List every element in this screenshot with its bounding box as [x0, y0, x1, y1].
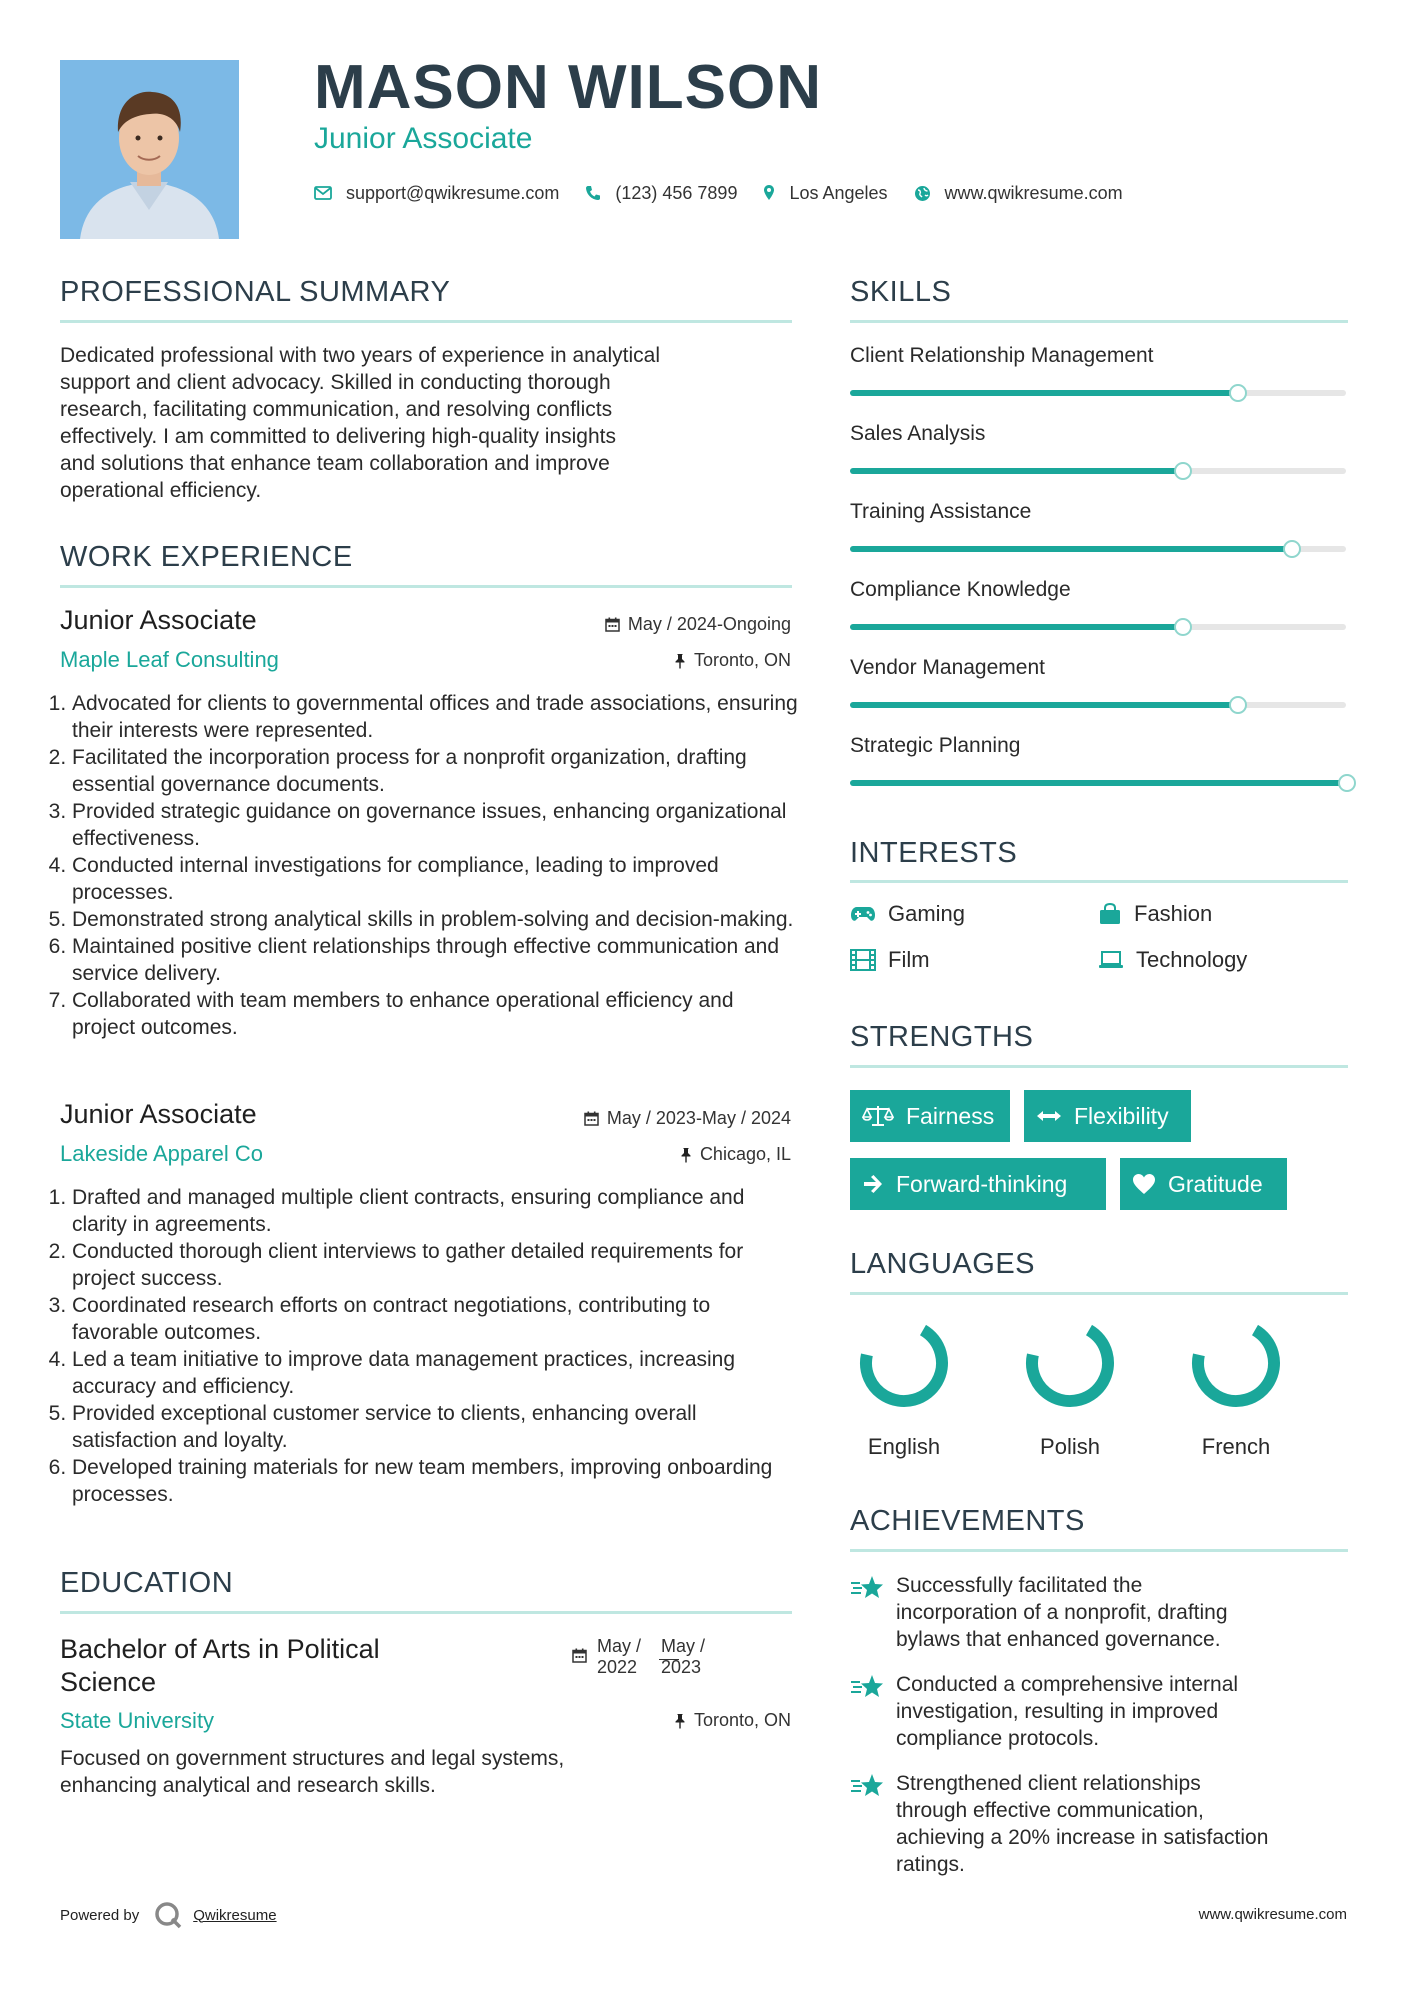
education-start-date	[597, 1636, 641, 1678]
list-item: 3. Provided strategic guidance on governance issues, enhancing organizational effectiveness.	[72, 798, 802, 852]
achievement-text	[896, 1770, 1268, 1878]
date-line: 2023	[661, 1657, 702, 1677]
summary-line: and solutions that enhance team collaboration and improve	[60, 452, 610, 475]
school-location-text: Toronto, ON	[693, 1710, 791, 1730]
list-item: 1. Advocated for clients to governmental offices and trade associations, ensuring their interests were represented.	[72, 690, 802, 744]
achievements-heading: ACHIEVEMENTS	[850, 1505, 1085, 1537]
job-location	[674, 650, 791, 671]
list-item: 2. Facilitated the incorporation process for a nonprofit organization, drafting essential governance documents.	[72, 744, 802, 798]
strength-label: Fairness	[906, 1102, 995, 1129]
job-title: Junior Associate	[60, 1099, 257, 1129]
list-item: 1. Drafted and managed multiple client contracts, ensuring compliance and clarity in agreements.	[72, 1184, 802, 1238]
skill-bar-track	[850, 780, 1346, 786]
envelope-icon	[314, 186, 332, 200]
job-location-text: Chicago, IL	[699, 1144, 791, 1164]
language-ring	[1186, 1313, 1286, 1413]
interest-label: Gaming	[888, 901, 966, 926]
map-pin-icon	[763, 184, 775, 202]
education-rule	[60, 1611, 792, 1614]
languages-heading: LANGUAGES	[850, 1248, 1035, 1280]
summary-line: effectively. I am committed to delivering high-quality insights	[60, 425, 616, 448]
achievement-item	[850, 1671, 1350, 1752]
skill-bar-fill	[850, 468, 1182, 474]
education-dates	[572, 1636, 705, 1678]
candidate-name: MASON WILSON	[314, 53, 822, 122]
summary-rule	[60, 320, 792, 323]
list-item: 4. Conducted internal investigations for compliance, leading to improved processes.	[72, 852, 802, 906]
date-line: May /	[661, 1636, 706, 1656]
achievement-line: Strengthened client relationships	[896, 1772, 1201, 1795]
list-item: 7. Collaborated with team members to enhance operational efficiency and project outcomes.	[72, 987, 802, 1041]
school-name: State University	[60, 1708, 215, 1733]
job-date	[605, 614, 791, 635]
summary-heading: PROFESSIONAL SUMMARY	[60, 276, 451, 308]
achievement-item	[850, 1770, 1350, 1878]
language-ring-arc	[1020, 1313, 1120, 1413]
language-ring-arc	[854, 1313, 954, 1413]
qwikresume-logo-icon	[153, 1900, 183, 1930]
strength-label: Gratitude	[1168, 1170, 1263, 1197]
summary-line: operational efficiency.	[60, 479, 262, 502]
school-location	[674, 1710, 791, 1731]
skill-bar-track	[850, 468, 1346, 474]
skill-level-knob	[1174, 462, 1192, 480]
skill-level-knob	[1174, 618, 1192, 636]
skill-level-knob	[1229, 696, 1247, 714]
achievement-line: compliance protocols.	[896, 1727, 1100, 1750]
education-desc-line: enhancing analytical and research skills.	[60, 1774, 436, 1797]
skill-bar-fill	[850, 390, 1237, 396]
strength-badge-gratitude	[1120, 1158, 1287, 1210]
interests-heading: INTERESTS	[850, 837, 1018, 869]
balance-scale-icon	[862, 1104, 894, 1128]
strengths-heading: STRENGTHS	[850, 1021, 1034, 1053]
list-item: 2. Conducted thorough client interviews to gather detailed requirements for project success.	[72, 1238, 802, 1292]
degree-line: Bachelor of Arts in Political	[60, 1634, 380, 1664]
skill-label: Strategic Planning	[850, 734, 1021, 757]
strength-label: Forward-thinking	[896, 1170, 1068, 1197]
contact-bar	[314, 178, 1149, 208]
language-ring	[854, 1313, 954, 1413]
arrow-right-icon	[862, 1174, 884, 1194]
heart-icon	[1132, 1173, 1156, 1195]
skill-bar-track	[850, 624, 1346, 630]
summary-line: research, facilitating communication, and resolving conflicts	[60, 398, 613, 421]
brand-link[interactable]: Qwikresume	[193, 1906, 277, 1924]
list-item: 5. Provided exceptional customer service to clients, enhancing overall satisfaction and loyalty.	[72, 1400, 802, 1454]
contact-phone[interactable]	[585, 183, 737, 204]
company-name: Maple Leaf Consulting	[60, 647, 279, 672]
contact-location	[763, 183, 887, 204]
interest-label: Fashion	[1134, 901, 1213, 926]
skills-heading: SKILLS	[850, 276, 952, 308]
experience-heading: WORK EXPERIENCE	[60, 541, 353, 573]
date-line: 2022	[597, 1657, 638, 1677]
education-heading: EDUCATION	[60, 1567, 234, 1599]
achievement-text	[896, 1671, 1238, 1752]
achievements-rule	[850, 1549, 1348, 1552]
achievement-line: bylaws that enhanced governance.	[896, 1628, 1221, 1651]
interest-film	[850, 947, 930, 973]
job-date-text: May / 2023-May / 2024	[606, 1108, 791, 1128]
pushpin-icon	[674, 653, 686, 669]
language-label: Polish	[1040, 1434, 1100, 1459]
interest-label: Film	[888, 947, 930, 972]
list-item: 3. Coordinated research efforts on contract negotiations, contributing to favorable outcomes.	[72, 1292, 802, 1346]
achievement-line: incorporation of a nonprofit, drafting	[896, 1601, 1228, 1624]
languages-rule	[850, 1292, 1348, 1295]
job-location-text: Toronto, ON	[693, 650, 791, 670]
job-title: Junior Associate	[60, 605, 257, 635]
skill-label: Sales Analysis	[850, 422, 986, 445]
pushpin-icon	[674, 1713, 686, 1729]
summary-line: support and client advocacy. Skilled in conducting thorough	[60, 371, 611, 394]
achievement-item	[850, 1572, 1350, 1653]
education-end-date	[661, 1636, 705, 1678]
footer-powered-by	[60, 1900, 277, 1930]
achievement-text	[896, 1572, 1228, 1653]
skill-bar-fill	[850, 780, 1346, 786]
skill-level-knob	[1229, 384, 1247, 402]
calendar-icon	[605, 617, 620, 632]
skill-label: Vendor Management	[850, 656, 1045, 679]
email-text: support@qwikresume.com	[346, 182, 560, 203]
person-silhouette-icon	[60, 60, 239, 239]
strength-badge-forward-thinking	[850, 1158, 1106, 1210]
degree-line: Science	[60, 1667, 157, 1697]
achievement-line: Conducted a comprehensive internal	[896, 1673, 1239, 1696]
calendar-icon	[584, 1111, 599, 1126]
skill-label: Training Assistance	[850, 500, 1032, 523]
language-label: English	[867, 1434, 941, 1459]
pushpin-icon	[680, 1147, 692, 1163]
film-icon	[850, 949, 876, 971]
job-bullets	[54, 690, 802, 1041]
job-location	[680, 1144, 791, 1165]
profile-photo	[60, 60, 239, 239]
powered-by-text: Powered by	[60, 1906, 140, 1924]
achievement-line: ratings.	[896, 1853, 965, 1876]
calendar-icon	[572, 1648, 587, 1663]
achievement-line: Successfully facilitated the	[896, 1574, 1143, 1597]
skill-label: Client Relationship Management	[850, 344, 1154, 367]
language-ring	[1020, 1313, 1120, 1413]
interest-label: Technology	[1136, 947, 1248, 972]
interest-gaming	[850, 901, 965, 927]
shopping-bag-icon	[1098, 903, 1122, 925]
job-bullets	[54, 1184, 802, 1508]
footer-website[interactable]: www.qwikresume.com	[1198, 1906, 1347, 1923]
interests-rule	[850, 880, 1348, 883]
language-label: French	[1201, 1434, 1271, 1459]
experience-rule	[60, 585, 792, 588]
job-date-text: May / 2024-Ongoing	[627, 614, 791, 634]
strengths-rule	[850, 1065, 1348, 1068]
shooting-star-icon	[850, 1772, 884, 1800]
laptop-icon	[1098, 950, 1124, 970]
location-text: Los Angeles	[789, 182, 888, 203]
phone-icon	[585, 185, 601, 201]
list-item: 6. Maintained positive client relationships through effective communication and service delivery.	[72, 933, 802, 987]
globe-icon	[914, 185, 931, 202]
gamepad-icon	[850, 905, 876, 923]
skill-level-knob	[1283, 540, 1301, 558]
list-item: 4. Led a team initiative to improve data management practices, increasing accuracy and efficiency.	[72, 1346, 802, 1400]
skill-bar-fill	[850, 702, 1237, 708]
language-ring-arc	[1186, 1313, 1286, 1413]
skill-bar-track	[850, 546, 1346, 552]
skill-bar-fill	[850, 624, 1182, 630]
summary-line: Dedicated professional with two years of experience in analytical	[60, 344, 660, 367]
website-text: www.qwikresume.com	[944, 182, 1123, 203]
skill-bar-fill	[850, 546, 1291, 552]
contact-website[interactable]	[914, 183, 1123, 204]
shooting-star-icon	[850, 1574, 884, 1602]
achievement-line: investigation, resulting in improved	[896, 1700, 1219, 1723]
summary-text	[60, 342, 800, 504]
shooting-star-icon	[850, 1673, 884, 1701]
candidate-title: Junior Associate	[314, 122, 533, 155]
skill-level-knob	[1338, 774, 1356, 792]
strength-badge-fairness	[850, 1090, 1010, 1142]
strength-badge-flexibility	[1024, 1090, 1191, 1142]
education-desc-line: Focused on government structures and legal systems,	[60, 1747, 565, 1770]
strength-label: Flexibility	[1074, 1102, 1169, 1129]
interest-fashion	[1098, 901, 1212, 927]
job-date	[584, 1108, 791, 1129]
skill-bar-track	[850, 390, 1346, 396]
list-item: 6. Developed training materials for new team members, improving onboarding processes.	[72, 1454, 802, 1508]
degree-title	[60, 1633, 380, 1699]
company-name: Lakeside Apparel Co	[60, 1141, 264, 1166]
skill-label: Compliance Knowledge	[850, 578, 1071, 601]
skill-bar-track	[850, 702, 1346, 708]
date-line: May /	[597, 1636, 642, 1656]
skills-rule	[850, 320, 1348, 323]
education-description	[60, 1745, 800, 1799]
achievement-line: through effective communication,	[896, 1799, 1204, 1822]
interest-technology	[1098, 947, 1247, 973]
list-item: 5. Demonstrated strong analytical skills in problem-solving and decision-making.	[72, 906, 802, 933]
contact-email[interactable]	[314, 183, 559, 204]
phone-text: (123) 456 7899	[615, 182, 738, 203]
double-arrow-icon	[1036, 1109, 1062, 1123]
achievement-line: achieving a 20% increase in satisfaction	[896, 1826, 1269, 1849]
